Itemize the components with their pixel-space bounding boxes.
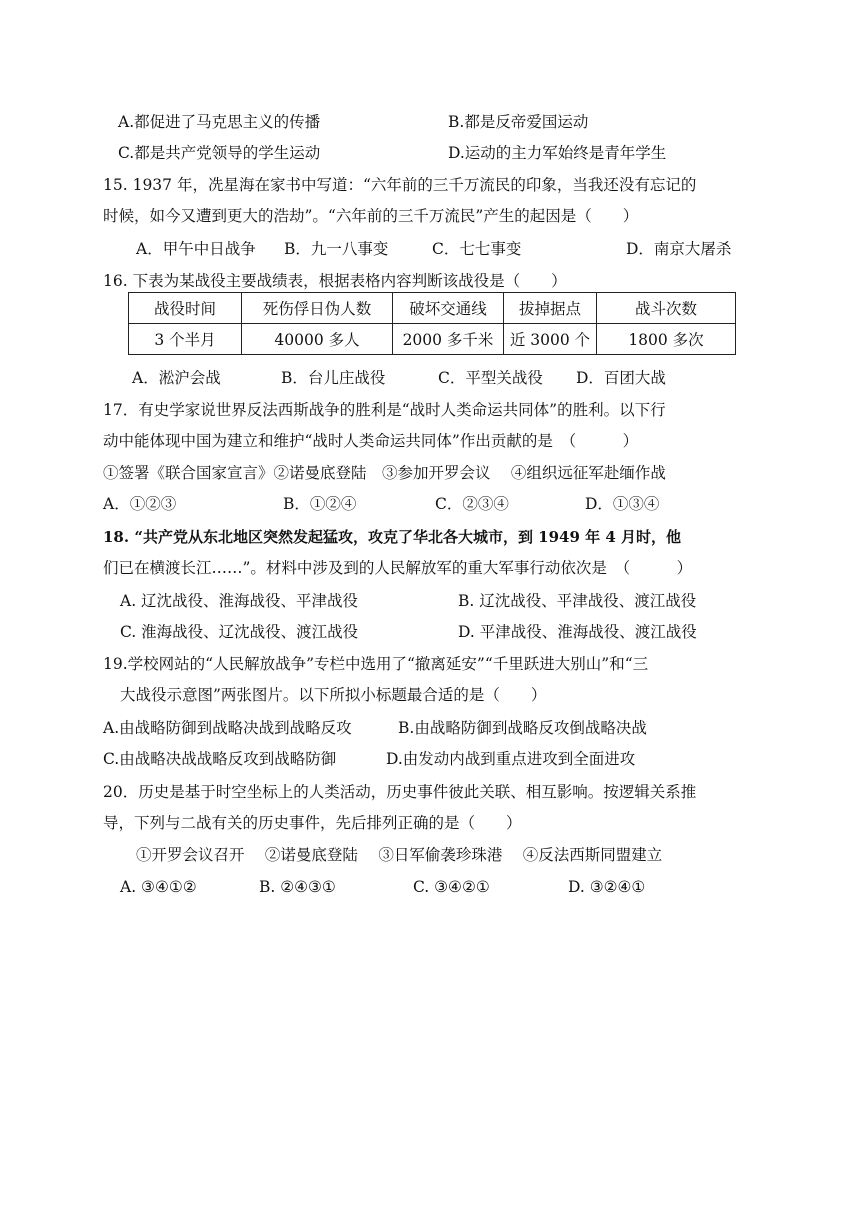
table-cell: 40000 多人 <box>242 324 393 355</box>
q20-option-d: D. ③②④① <box>568 878 646 896</box>
q20-option-a: A. ③④①② <box>120 878 197 896</box>
q19-stem-line-2: 大战役示意图”两张图片。以下所拟小标题最合适的是（ ） <box>120 686 547 704</box>
q17-option-a: A．①②③ <box>103 495 177 513</box>
q15-option-b: B．九一八事变 <box>284 240 389 258</box>
q17-option-b: B．①②④ <box>283 495 357 513</box>
q19-option-a: A.由战略防御到战略决战到战略反攻 <box>103 719 352 737</box>
q18-option-d: D. 平津战役、淮海战役、渡江战役 <box>458 623 697 641</box>
q18-option-b: B. 辽沈战役、平津战役、渡江战役 <box>458 592 697 610</box>
q17-items: ①签署《联合国家宣言》②诺曼底登陆 ③参加开罗会议 ④组织远征军赴缅作战 <box>103 464 666 482</box>
q14-option-b: B.都是反帝爱国运动 <box>448 113 589 131</box>
q20-option-c: C. ③④②① <box>413 878 490 896</box>
q17-option-d: D．①③④ <box>585 495 660 513</box>
q15-stem-line-1: 15. 1937 年，冼星海在家书中写道：“六年前的三千万流民的印象，当我还没有忘记的 <box>103 176 697 194</box>
q14-option-c: C.都是共产党领导的学生运动 <box>118 144 321 162</box>
table-header-row <box>129 293 736 324</box>
q16-stem: 16. 下表为某战役主要战绩表，根据表格内容判断该战役是（ ） <box>103 272 567 290</box>
q17-stem-line-1: 17．有史学家说世界反法西斯战争的胜利是“战时人类命运共同体”的胜利。以下行 <box>103 401 666 419</box>
battle-record-table <box>128 292 736 355</box>
q15-stem-line-2: 时候，如今又遭到更大的浩劫”。“六年前的三千万流民”产生的起因是（ ） <box>103 207 639 225</box>
q14-option-d: D.运动的主力军始终是青年学生 <box>448 144 667 162</box>
q16-option-c: C．平型关战役 <box>438 369 543 387</box>
q19-option-b: B.由战略防御到战略反攻倒战略决战 <box>398 719 647 737</box>
q15-option-d: D．南京大屠杀 <box>626 240 732 258</box>
q16-option-d: D．百团大战 <box>576 369 666 387</box>
q18-option-c: C. 淮海战役、辽沈战役、渡江战役 <box>120 623 359 641</box>
q14-option-a: A.都促进了马克思主义的传播 <box>118 113 321 131</box>
q19-option-c: C.由战略决战战略反攻到战略防御 <box>103 750 337 768</box>
table-header-cell: 破坏交通线 <box>393 293 504 324</box>
table-cell: 1800 多次 <box>597 324 736 355</box>
q15-option-a: A．甲午中日战争 <box>136 240 256 258</box>
q20-option-b: B. ②④③① <box>259 878 336 896</box>
q18-stem-line-2: 们已在横渡长江……”。材料中涉及到的人民解放军的重大军事行动依次是 （ ） <box>103 559 693 577</box>
q18-option-a: A. 辽沈战役、淮海战役、平津战役 <box>120 592 359 610</box>
table-header-cell: 死伤俘日伪人数 <box>242 293 393 324</box>
q17-stem-line-2: 动中能体现中国为建立和维护“战时人类命运共同体”作出贡献的是 （ ） <box>103 432 639 450</box>
q16-option-a: A．淞沪会战 <box>132 369 221 387</box>
q16-option-b: B．台儿庄战役 <box>281 369 386 387</box>
table-header-cell: 战役时间 <box>129 293 242 324</box>
table-cell: 2000 多千米 <box>393 324 504 355</box>
table-cell: 3 个半月 <box>129 324 242 355</box>
q18-stem-line-1: 18. “共产党从东北地区突然发起猛攻，攻克了华北各大城市，到 1949 年 4 月时，他 <box>103 528 682 546</box>
q20-items: ①开罗会议召开 ②诺曼底登陆 ③日军偷袭珍珠港 ④反法西斯同盟建立 <box>136 846 663 864</box>
table-cell: 近 3000 个 <box>504 324 597 355</box>
q17-option-c: C．②③④ <box>435 495 509 513</box>
table-row <box>129 324 736 355</box>
table-header-cell: 拔掉据点 <box>504 293 597 324</box>
table-header-cell: 战斗次数 <box>597 293 736 324</box>
q15-option-c: C．七七事变 <box>432 240 522 258</box>
q19-option-d: D.由发动内战到重点进攻到全面进攻 <box>386 750 636 768</box>
q19-stem-line-1: 19.学校网站的“人民解放战争”专栏中选用了“撤离延安”“千里跃进大别山”和“三 <box>103 655 649 673</box>
q20-stem-line-2: 导，下列与二战有关的历史事件，先后排列正确的是（ ） <box>103 814 522 832</box>
q20-stem-line-1: 20．历史是基于时空坐标上的人类活动，历史事件彼此关联、相互影响。按逻辑关系推 <box>103 783 697 801</box>
